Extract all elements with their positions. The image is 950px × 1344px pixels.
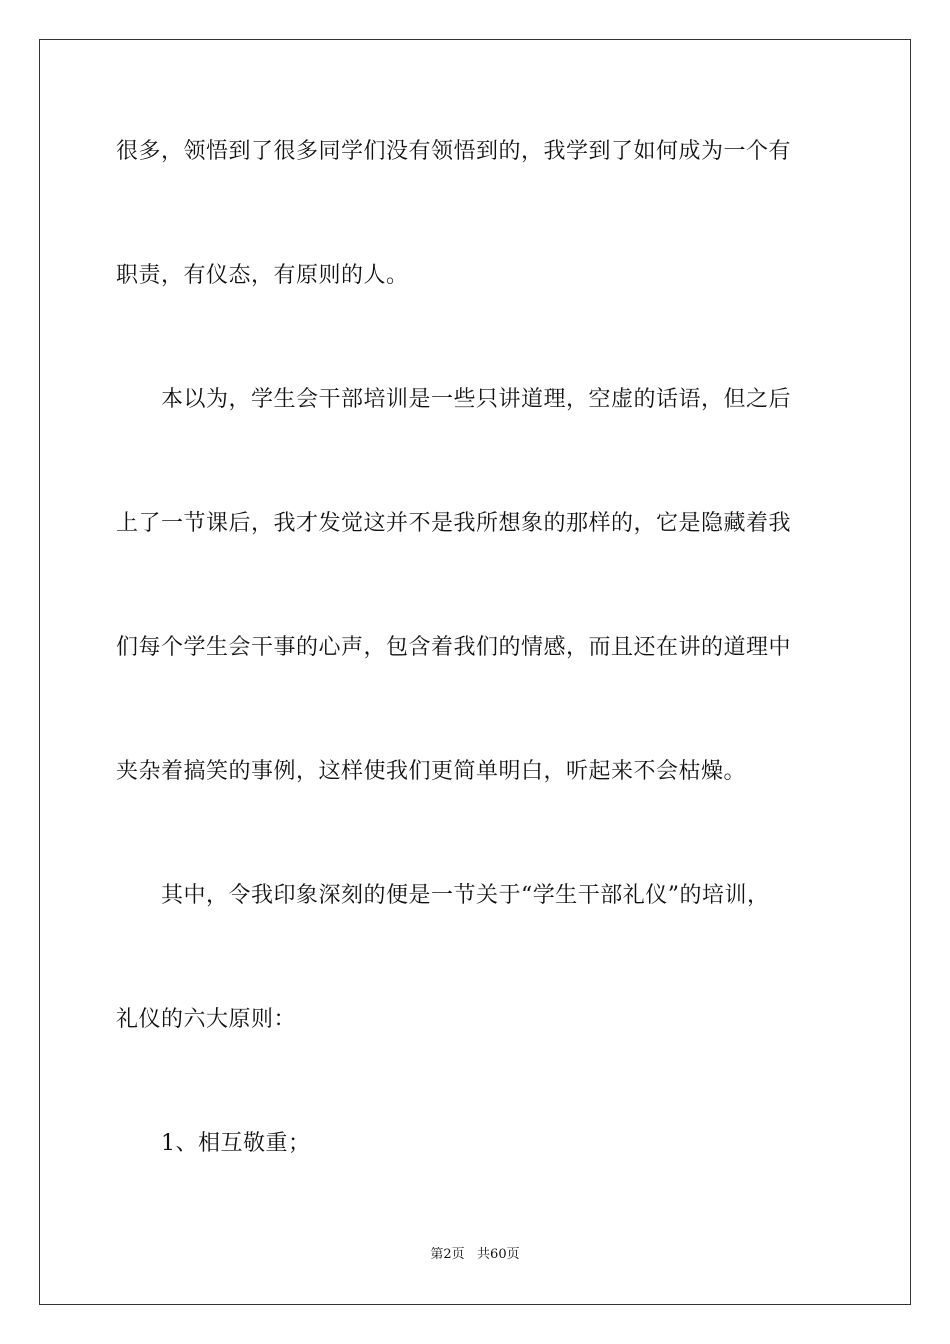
body-text-line: 夹杂着搞笑的事例，这样使我们更简单明白，听起来不会枯燥。 (116, 759, 747, 784)
body-text-line: 上了一节课后，我才发觉这并不是我所想象的那样的，它是隐藏着我 (116, 511, 792, 536)
body-text-line: 本以为，学生会干部培训是一些只讲道理，空虚的话语，但之后 (116, 387, 792, 412)
body-text-line: 1、相互敬重； (116, 1131, 311, 1156)
body-text-line: 很多，领悟到了很多同学们没有领悟到的，我学到了如何成为一个有 (116, 139, 792, 164)
body-text-line: 职责，有仪态，有原则的人。 (116, 263, 409, 288)
body-text-line: 们每个学生会干事的心声，包含着我们的情感，而且还在讲的道理中 (116, 635, 792, 660)
page-number-footer: 第2页 共60页 (430, 1247, 520, 1262)
body-text-line: 礼仪的六大原则： (116, 1007, 297, 1032)
body-text-line: 其中，令我印象深刻的便是一节关于“学生干部礼仪”的培训， (116, 883, 770, 908)
page-border (39, 39, 911, 1305)
